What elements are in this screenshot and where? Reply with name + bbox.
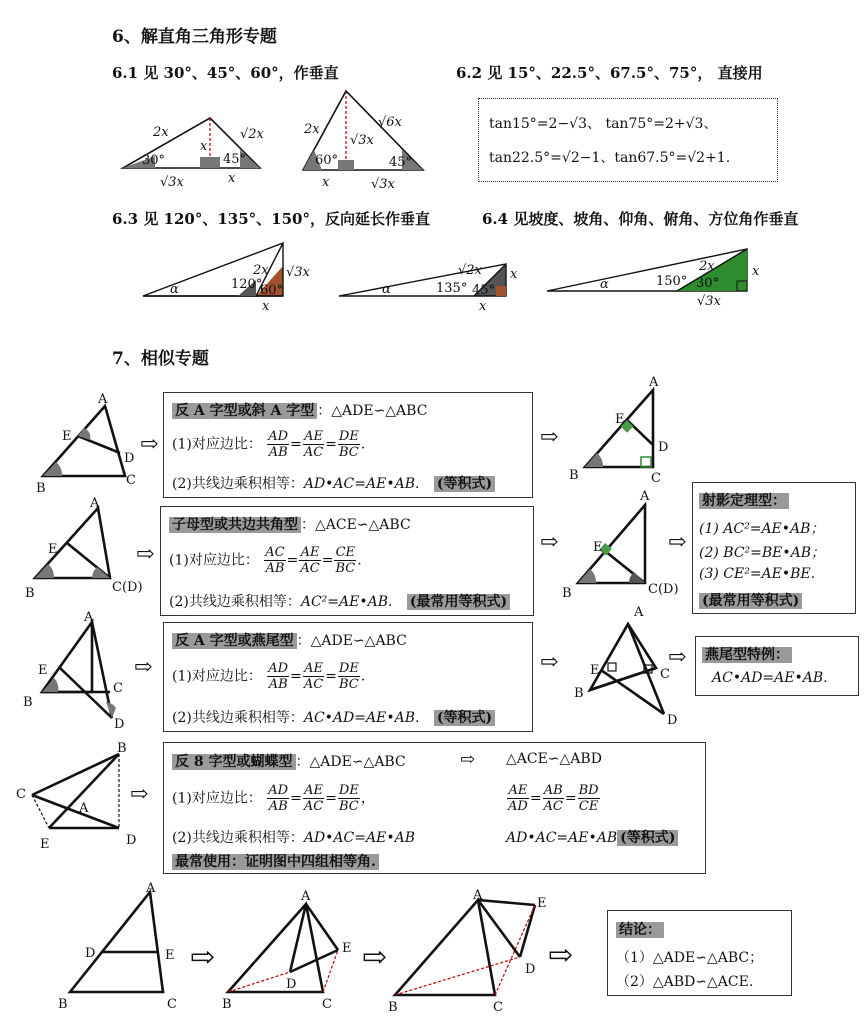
row2-type: 子母型或共边共角型	[169, 517, 301, 533]
fig1-label-a: 2x	[153, 125, 169, 140]
svg-text:D: D	[286, 977, 297, 992]
conclusion-line-2: （2）△ABD∽△ACE.	[616, 974, 754, 990]
row1-type: 反 A 字型或斜 A 字型	[172, 403, 317, 419]
row5-figure-2	[218, 882, 363, 1012]
row3-sim: ：△ADE∽△ABC	[296, 633, 407, 649]
tan-values-box	[478, 98, 778, 182]
obtuse-150-figure	[542, 245, 772, 315]
obtuse-120-figure	[138, 238, 318, 318]
svg-text:E: E	[62, 429, 72, 444]
svg-text:C: C	[322, 997, 332, 1012]
row2-arrow-2: ⇨	[540, 530, 559, 555]
svg-text:A: A	[640, 489, 650, 504]
conclusion-title: 结论：	[616, 922, 664, 938]
projection-title: 射影定理型：	[699, 493, 789, 509]
svg-text:C: C	[493, 1000, 503, 1015]
svg-text:D: D	[667, 713, 678, 728]
tan-line-1: tan15°=2−√3、 tan75°=2+√3、	[489, 116, 718, 132]
row3-formula-box: 反 A 字型或燕尾型 ：△ADE∽△ABC (1)对应边比： $\frac{AD}{AB}$ = $\frac{AE}{AC}$ = $\frac{DE}{BC}$ . (2)共线边乘积相等：AC•AD=AE•AB. (等积式)	[163, 622, 533, 732]
svg-text:B: B	[222, 997, 232, 1012]
svg-text:D: D	[124, 451, 135, 466]
row4-arrow-1: ⇨	[130, 782, 149, 807]
fig3-label-b: 120°	[231, 277, 263, 292]
svg-text:E: E	[40, 837, 50, 852]
conclusion-box	[607, 910, 792, 996]
svg-text:E: E	[590, 663, 600, 678]
svg-text:C: C	[651, 471, 661, 486]
fig5-label-b: 150°	[656, 274, 688, 289]
svg-text:B: B	[388, 1000, 398, 1015]
svg-text:E: E	[48, 542, 58, 557]
row3-arrow-1: ⇨	[134, 655, 153, 680]
svg-text:A: A	[98, 392, 108, 407]
row4-tag: (等积式)	[617, 830, 678, 846]
svg-text:D: D	[114, 717, 125, 732]
row1-right-figure	[565, 375, 680, 485]
subsection-6-2-title: 6.2 见 15°、22.5°、67.5°、75°， 直接用	[456, 64, 763, 82]
triangle-60-45-figure	[298, 88, 448, 193]
obtuse-135-figure	[334, 250, 524, 315]
fig1-label-f: √3x	[160, 175, 184, 190]
fig1-label-g: x	[228, 171, 236, 186]
fig5-label-e: 30°	[696, 276, 720, 291]
fig3-label-a: α	[170, 282, 179, 297]
row2-sim: ：△ACE∽△ABC	[301, 517, 411, 533]
svg-text:E: E	[593, 540, 603, 555]
svg-text:C: C	[126, 473, 136, 488]
row4-use: 最常使用：证明图中四组相等角.	[172, 854, 379, 870]
conclusion-line-1: （1）△ADE∽△ABC；	[616, 950, 764, 966]
fig5-label-d: x	[752, 264, 760, 279]
row3-left-figure	[20, 610, 140, 735]
fig2-label-e: 45°	[389, 155, 413, 170]
svg-text:C(D): C(D)	[112, 580, 143, 595]
fig1-label-c: x	[200, 139, 208, 154]
row5-figure-1	[55, 880, 190, 1010]
subsection-6-1-title: 6.1 见 30°、45°、60°，作垂直	[112, 64, 339, 82]
projection-line-3: (3) CE²=AE•BE.	[699, 566, 816, 582]
row5-arrow-2: ⇨	[362, 940, 388, 975]
svg-text:B: B	[569, 468, 579, 483]
row3-tag: (等积式)	[434, 710, 495, 726]
svg-text:D: D	[85, 946, 96, 961]
row2-formula-box: 子母型或共边共角型 ：△ACE∽△ABC (1)对应边比： $\frac{AC}{AB}$ = $\frac{AE}{AC}$ = $\frac{CE}{BC}$ . (2)共线边乘积相等：AC²=AE•AB. (最常用等积式)	[160, 506, 534, 616]
svg-text:B: B	[117, 741, 127, 756]
subsection-6-4-title: 6.4 见坡度、坡角、仰角、俯角、方位角作垂直	[482, 210, 799, 228]
fig3-label-d: √3x	[286, 265, 310, 280]
row3-right-figure	[568, 602, 678, 727]
svg-text:D: D	[126, 833, 137, 848]
fig5-label-c: 2x	[699, 259, 715, 274]
projection-tag: (最常用等积式)	[699, 593, 802, 609]
fig3-label-c: 2x	[253, 263, 269, 278]
svg-text:C: C	[167, 997, 177, 1012]
row1-formula-box: 反 A 字型或斜 A 字型 ：△ADE∽△ABC (1)对应边比： $\frac{AD}{AB}$ = $\frac{AE}{AC}$ = $\frac{DE}{BC}$ . (2)共线边乘积相等：AD•AC=AE•AB. (等积式)	[163, 392, 533, 498]
subsection-6-3-title: 6.3 见 120°、135°、150°，反向延长作垂直	[112, 210, 430, 228]
row4-sim2: △ACE∽△ABD	[506, 751, 602, 767]
svg-text:B: B	[58, 997, 68, 1012]
projection-line-2: (2) BC²=BE•AB；	[699, 545, 826, 561]
projection-theorem-box	[692, 482, 856, 614]
section-6-title: 6、解直角三角形专题	[112, 27, 277, 47]
fig2-label-d: 60°	[315, 153, 339, 168]
svg-text:C(D): C(D)	[648, 582, 679, 597]
swallow-title: 燕尾型特例：	[702, 647, 792, 663]
svg-text:A: A	[79, 801, 89, 816]
row2-arrow-1: ⇨	[136, 542, 155, 567]
svg-text:D: D	[658, 440, 669, 455]
svg-text:A: A	[146, 881, 156, 896]
fig1-label-b: √2x	[240, 127, 264, 142]
fig2-label-f: x	[322, 175, 330, 190]
row5-arrow-1: ⇨	[190, 940, 216, 975]
row1-sim: ：△ADE∽△ABC	[317, 403, 428, 419]
svg-text:D: D	[525, 962, 536, 977]
fig5-label-a: α	[600, 277, 609, 292]
row4-inner-arrow: ⇨	[460, 749, 476, 770]
fig5-label-f: √3x	[697, 294, 721, 309]
fig4-label-b: 135°	[436, 281, 468, 296]
fig4-label-d: x	[510, 267, 518, 282]
svg-text:C: C	[16, 787, 26, 802]
fig1-label-e: 45°	[223, 152, 247, 167]
fig4-label-f: x	[479, 299, 487, 314]
row4-type: 反 8 字型或蝴蝶型	[172, 754, 296, 770]
row1-left-figure	[30, 388, 145, 498]
row4-sim: ：△ADE∽△ABC	[295, 754, 406, 770]
svg-text:B: B	[23, 695, 33, 710]
svg-text:C: C	[660, 667, 670, 682]
svg-text:A: A	[634, 605, 644, 620]
row3-arrow-2: ⇨	[540, 650, 559, 675]
fig4-label-a: α	[382, 282, 391, 297]
triangle-30-45-figure	[115, 100, 275, 190]
svg-text:B: B	[36, 481, 46, 496]
svg-text:B: B	[25, 586, 35, 601]
row5-arrow-3: ⇨	[548, 938, 574, 973]
svg-text:E: E	[38, 663, 48, 678]
fig4-label-e: 45°	[472, 283, 496, 298]
fig2-label-c: √3x	[350, 133, 374, 148]
svg-text:A: A	[473, 888, 483, 903]
fig2-label-g: √3x	[371, 177, 395, 192]
row1-arrow-1: ⇨	[140, 432, 159, 457]
swallow-line-1: AC•AD=AE•AB.	[712, 670, 828, 686]
row3-arrow-3: ⇨	[668, 645, 687, 670]
svg-text:A: A	[90, 496, 100, 511]
fig4-label-c: √2x	[458, 263, 482, 278]
svg-text:E: E	[537, 896, 547, 911]
svg-text:A: A	[84, 610, 94, 625]
fig3-label-e: 60°	[260, 283, 284, 298]
row5-figure-3	[385, 885, 550, 1015]
row4-formula-box: 反 8 字型或蝴蝶型 ：△ADE∽△ABC ⇨ △ACE∽△ABD (1)对应边比： $\frac{AD}{AB}$ = $\frac{AE}{AC}$ = $\frac{DE}{BC}$ ， $\frac{AE}{AD}$ = $\frac{AB}{AC}$ = $\frac{BD}{CE}$ (2)共线边乘积相等：AD•AC=AE•AB AD•AC=AE•AB (等积式) 最常使用：证明图中四组相等角.	[163, 742, 706, 874]
svg-text:B: B	[574, 686, 584, 701]
row2-arrow-3: ⇨	[668, 530, 687, 555]
fig3-label-f: x	[262, 299, 270, 314]
section-7-title: 7、相似专题	[112, 349, 209, 369]
row1-arrow-2: ⇨	[540, 425, 559, 450]
row3-type: 反 A 字型或燕尾型	[172, 633, 297, 649]
svg-text:A: A	[301, 889, 311, 904]
svg-text:E: E	[165, 948, 175, 963]
tan-line-2: tan22.5°=√2−1、tan67.5°=√2+1.	[489, 150, 731, 166]
svg-text:E: E	[615, 412, 625, 427]
svg-text:A: A	[649, 375, 659, 390]
row4-butterfly-figure	[14, 740, 144, 855]
row1-tag: (等积式)	[434, 476, 495, 492]
projection-line-1: (1) AC²=AE•AB；	[699, 521, 825, 537]
row2-tag: (最常用等积式)	[407, 594, 510, 610]
svg-text:B: B	[562, 586, 572, 601]
swallow-tail-box	[695, 636, 859, 696]
svg-text:C: C	[113, 681, 123, 696]
fig2-label-a: 2x	[304, 122, 320, 137]
svg-text:E: E	[342, 941, 352, 956]
fig1-label-d: 30°	[142, 153, 166, 168]
row2-left-figure	[20, 495, 150, 605]
fig2-label-b: √6x	[378, 115, 402, 130]
